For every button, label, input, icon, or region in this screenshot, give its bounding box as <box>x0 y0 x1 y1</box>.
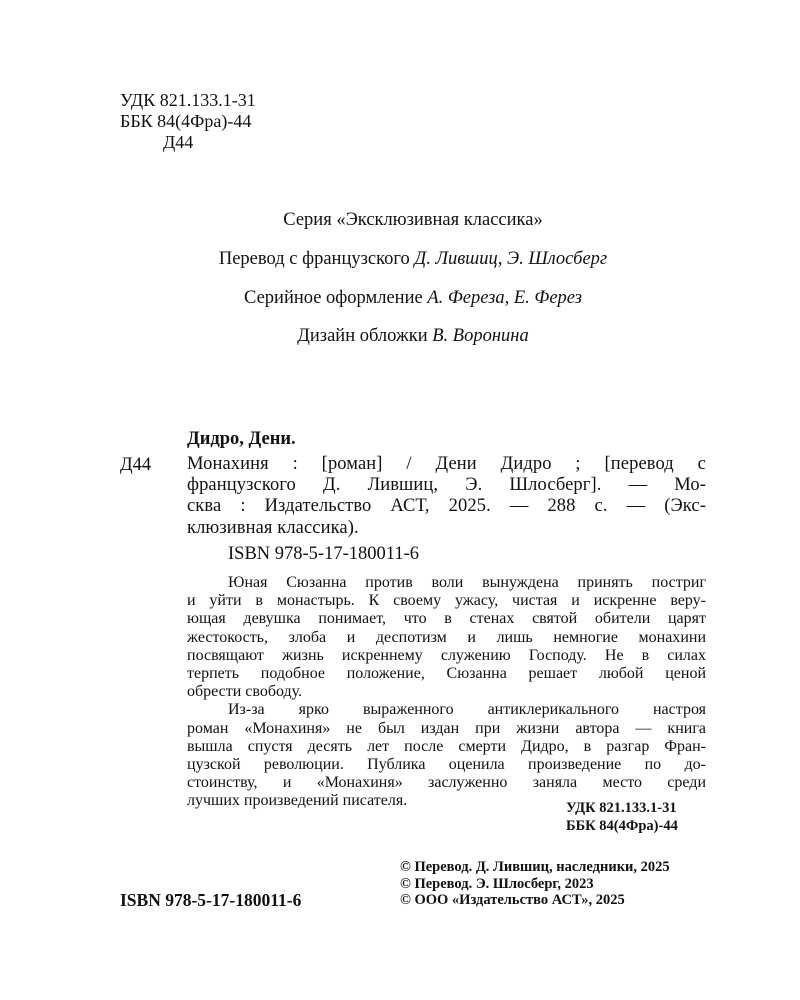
annotation-line: жестокость, злоба и деспотизм и лишь немногие монахини <box>187 628 706 646</box>
classification-block <box>120 90 256 153</box>
record-line: клюзивная классика). <box>187 517 359 538</box>
record-author: Дидро, Дени. <box>187 429 296 449</box>
annotation-line: вышла спустя десять лет после смерти Дидро, в разгар Фран- <box>187 737 706 755</box>
annotation-line: лучших произведений писателя. <box>187 792 408 810</box>
annotation-line: стоинству, и «Монахиня» заслуженно заняла место среди <box>187 774 706 792</box>
series-design-credit <box>0 288 800 309</box>
annotation-line: Юная Сюзанна против воли вынуждена принять постриг <box>228 574 706 591</box>
series-designer-names: А. Фереза, Е. Ферез <box>427 288 582 308</box>
annotation-line: обрести свободу. <box>187 683 303 701</box>
bbk-code: ББК 84(4Фра)-44 <box>120 111 252 131</box>
classification-bottom <box>566 799 678 835</box>
annotation-line: роман «Монахиня» не был издан при жизни автора — книга <box>187 719 706 737</box>
record-line: сква : Издательство АСТ, 2025. — 288 с. — (Экс- <box>187 496 706 517</box>
copyright-line: © Перевод. Э. Шлосберг, 2023 <box>400 875 594 892</box>
copyright-line: © Перевод. Д. Лившиц, наследники, 2025 <box>400 859 670 875</box>
record-line: французского Д. Лившиц, Э. Шлосберг]. — Мо- <box>187 475 706 496</box>
record-author-mark: Д44 <box>120 455 152 475</box>
cover-design-credit <box>0 326 800 347</box>
series-credit <box>0 210 800 231</box>
copyright-block <box>400 859 670 909</box>
bibliographic-record <box>187 454 706 539</box>
record-isbn: ISBN 978-5-17-180011-6 <box>228 544 419 564</box>
annotation-line: ющая девушка понимает, что в стенах святой обители царят <box>187 610 706 628</box>
annotation-line: Из-за ярко выраженного антиклерикального настроя <box>228 701 706 719</box>
annotation-line: и уйти в монастырь. К своему ужасу, чистая и искренне веру- <box>187 592 706 610</box>
translator-names: Д. Лившиц, Э. Шлосберг <box>414 249 608 269</box>
bbk-code-bottom: ББК 84(4Фра)-44 <box>566 818 678 834</box>
cover-designer-name: В. Воронина <box>432 326 529 346</box>
series-label: Серия «Эксклюзивная классика» <box>283 210 543 230</box>
footer-isbn: ISBN 978-5-17-180011-6 <box>120 890 302 910</box>
udk-code-bottom: УДК 821.133.1-31 <box>566 800 677 816</box>
translation-credit <box>0 249 800 270</box>
series-design-label: Серийное оформление <box>244 288 428 308</box>
copyright-line: © ООО «Издательство АСТ», 2025 <box>400 892 625 908</box>
udk-code: УДК 821.133.1-31 <box>120 90 256 110</box>
author-mark: Д44 <box>163 132 194 152</box>
annotation <box>187 574 706 811</box>
annotation-line: цузской революции. Публика оценила произведение по до- <box>187 756 706 774</box>
translation-label: Перевод с французского <box>218 249 415 269</box>
annotation-line: посвящают жизнь искреннему служению Господу. Не в силах <box>187 646 706 664</box>
cover-design-label: Дизайн обложки <box>297 326 433 346</box>
annotation-line: терпеть подобное положение, Сюзанна решает любой ценой <box>187 665 706 683</box>
record-line: Монахиня : [роман] / Дени Дидро ; [перевод с <box>187 454 706 474</box>
